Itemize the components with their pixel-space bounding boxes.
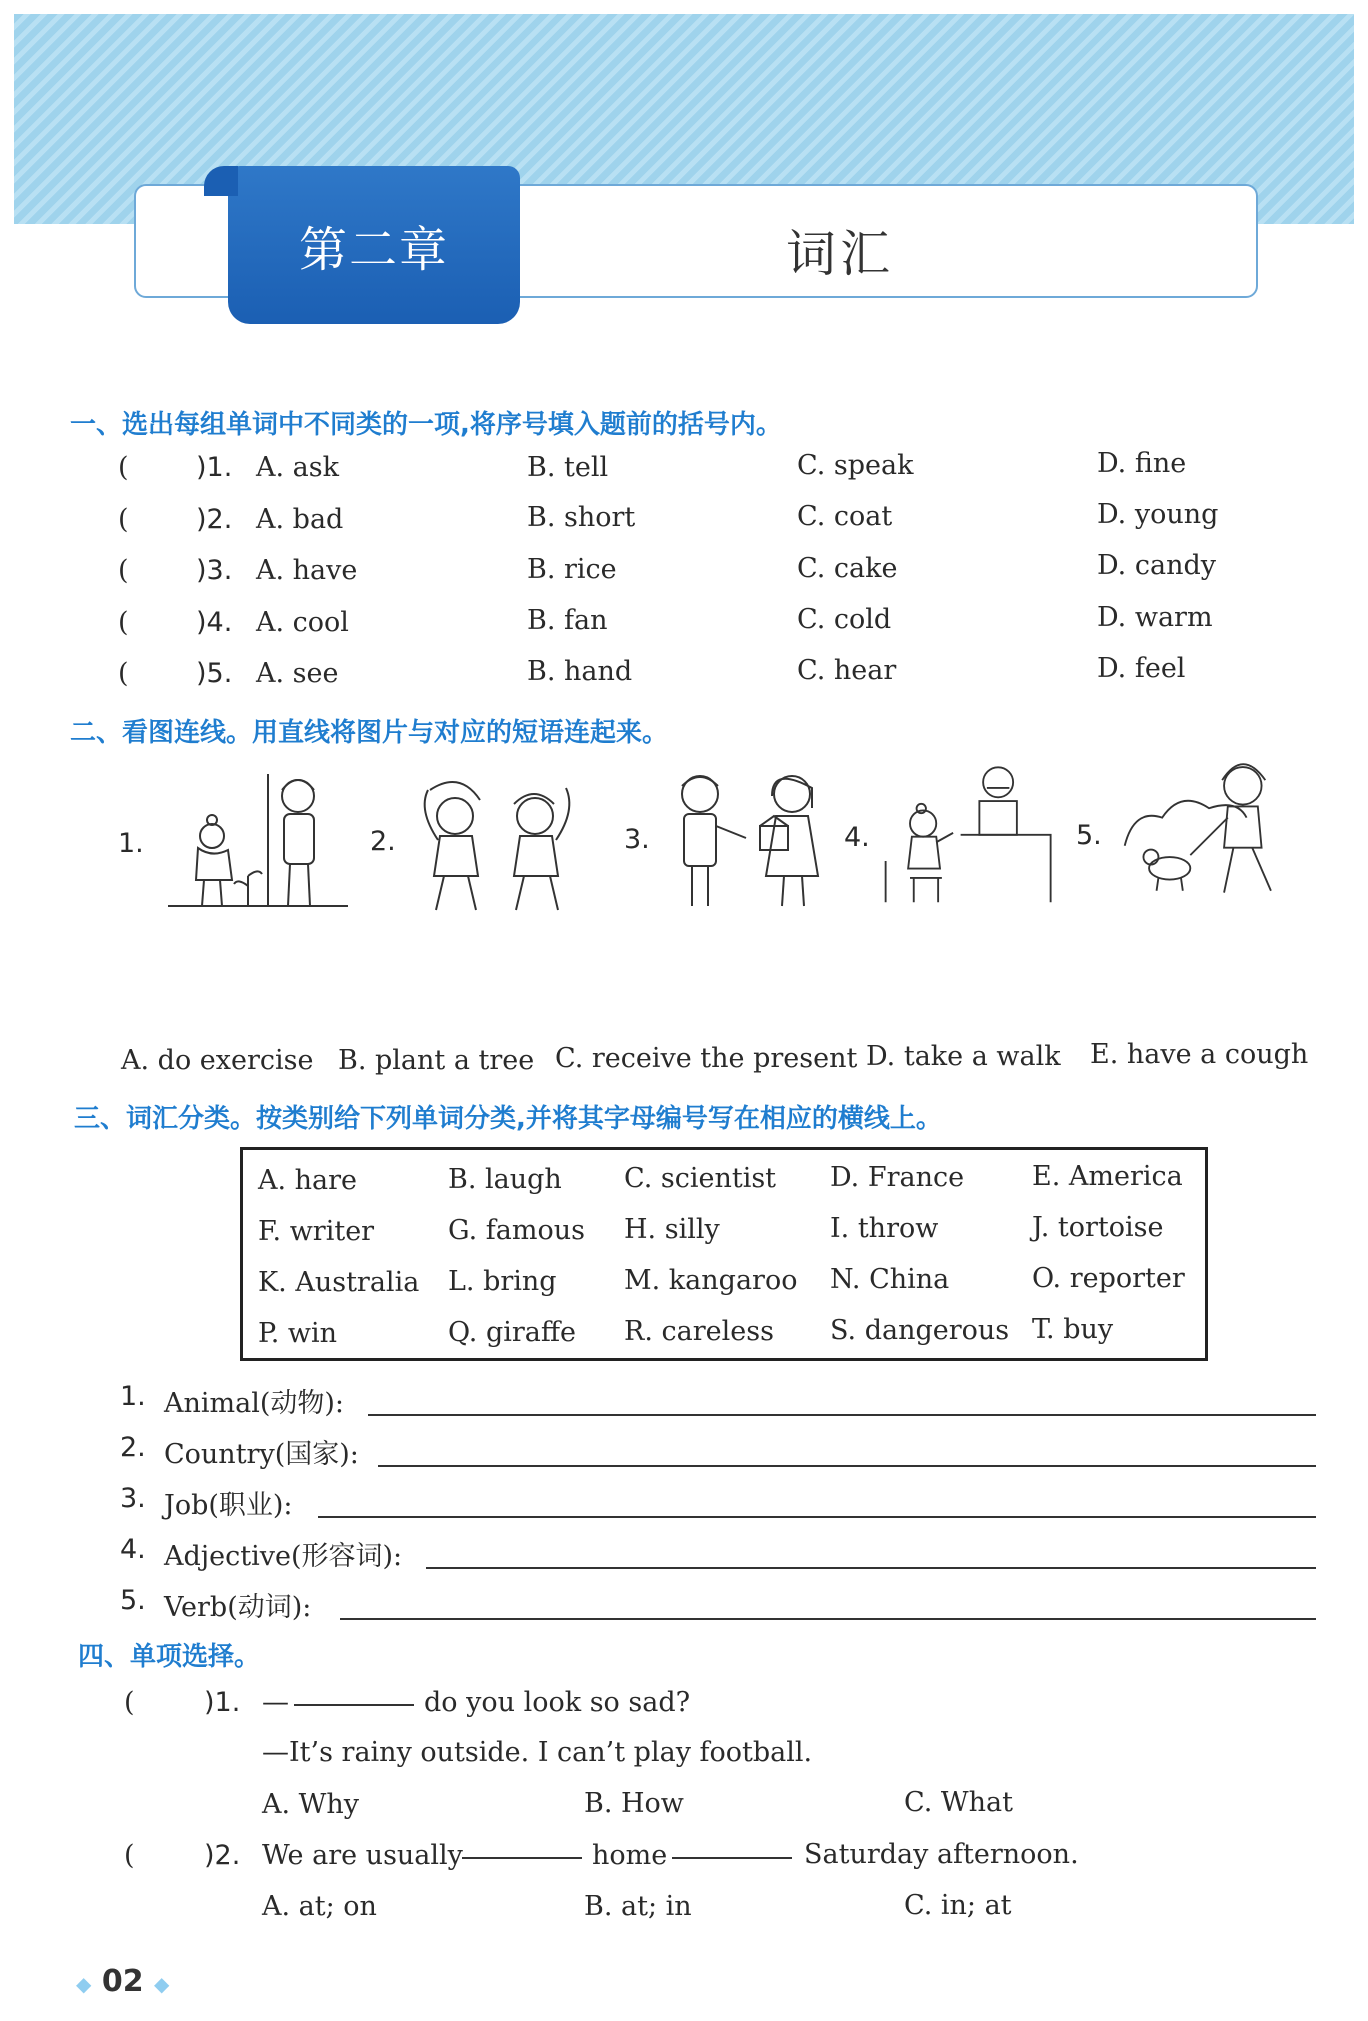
question-number: )2.: [204, 1840, 241, 1871]
question-number: )1.: [204, 1687, 241, 1718]
answer-line[interactable]: [340, 1618, 1316, 1620]
option-a: A. at; on: [262, 1891, 377, 1922]
word-item: C. scientist: [624, 1163, 777, 1194]
word-item: T. buy: [1032, 1314, 1114, 1345]
option-b: B. fan: [527, 605, 608, 636]
plant-tree-picture: [168, 766, 348, 916]
option-a: A. have: [256, 555, 358, 586]
word-item: J. tortoise: [1032, 1212, 1164, 1243]
picture-number: 4.: [844, 822, 870, 853]
option-b: B. rice: [527, 554, 617, 585]
category-label: Job(职业):: [164, 1490, 293, 1521]
do-exercise-picture: [410, 770, 590, 920]
section1-heading: 一、选出每组单词中不同类的一项,将序号填入题前的括号内。: [70, 410, 782, 440]
answer-line[interactable]: [318, 1516, 1316, 1518]
option-c: C. coat: [797, 501, 893, 532]
category-number: 2.: [120, 1432, 146, 1463]
category-number: 3.: [120, 1483, 146, 1514]
answer-paren[interactable]: (: [124, 1840, 135, 1871]
option-d: D. feel: [1097, 653, 1186, 684]
question-number: )3.: [196, 555, 233, 586]
question-text: home: [592, 1840, 668, 1871]
option-b: B. hand: [527, 656, 633, 687]
category-number: 1.: [120, 1381, 146, 1412]
dialog-dash: —: [262, 1687, 289, 1718]
page-number: ◆ 02 ◆: [76, 1964, 170, 1999]
word-item: N. China: [830, 1264, 950, 1295]
word-item: A. hare: [258, 1165, 358, 1196]
word-item: G. famous: [448, 1215, 585, 1246]
option-a: A. Why: [262, 1789, 360, 1820]
picture-number: 1.: [118, 828, 144, 859]
option-c: C. cake: [797, 553, 898, 584]
answer-paren[interactable]: (: [118, 452, 129, 483]
option-c: C. cold: [797, 604, 892, 635]
diamond-icon: ◆: [76, 1972, 92, 1996]
chapter-label: 第二章: [228, 166, 520, 324]
answer-line[interactable]: [368, 1414, 1316, 1416]
receive-present-picture: [660, 766, 840, 916]
question-text: Saturday afternoon.: [804, 1839, 1079, 1870]
word-item: B. laugh: [448, 1164, 562, 1195]
option-d: D. candy: [1097, 550, 1216, 581]
option-b: B. at; in: [584, 1891, 692, 1922]
answer-line[interactable]: [426, 1567, 1316, 1569]
take-walk-picture: [1120, 752, 1300, 902]
category-label: Country(国家):: [164, 1439, 359, 1470]
word-item: O. reporter: [1032, 1263, 1185, 1294]
question-text: do you look so sad?: [424, 1687, 691, 1718]
phrase-option: D. take a walk: [866, 1041, 1061, 1072]
category-number: 4.: [120, 1534, 146, 1565]
option-c: C. hear: [797, 655, 897, 686]
option-b: B. How: [584, 1788, 684, 1819]
answer-paren[interactable]: (: [118, 504, 129, 535]
have-cough-picture: [880, 756, 1060, 906]
option-c: C. speak: [797, 450, 914, 481]
question-number: )5.: [196, 658, 233, 689]
word-item: D. France: [830, 1162, 965, 1193]
option-a: A. cool: [256, 607, 349, 638]
picture-number: 2.: [370, 826, 396, 857]
answer-line[interactable]: [378, 1465, 1316, 1467]
answer-paren[interactable]: (: [118, 607, 129, 638]
word-item: K. Australia: [258, 1267, 420, 1298]
category-label: Adjective(形容词):: [164, 1541, 403, 1572]
phrase-option: A. do exercise: [121, 1045, 314, 1076]
fill-blank[interactable]: [672, 1857, 792, 1859]
word-item: I. throw: [830, 1213, 939, 1244]
word-item: S. dangerous: [830, 1315, 1010, 1346]
word-item: Q. giraffe: [448, 1317, 577, 1348]
word-item: P. win: [258, 1318, 337, 1349]
option-c: C. in; at: [904, 1890, 1012, 1921]
question-number: )4.: [196, 607, 233, 638]
option-c: C. What: [904, 1787, 1013, 1818]
option-d: D. warm: [1097, 602, 1213, 633]
dialog-answer: —It’s rainy outside. I can’t play football.: [262, 1737, 813, 1768]
option-b: B. tell: [527, 452, 609, 483]
option-a: A. ask: [256, 452, 339, 483]
section2-heading: 二、看图连线。用直线将图片与对应的短语连起来。: [70, 718, 669, 748]
word-item: R. careless: [624, 1316, 774, 1347]
word-item: L. bring: [448, 1266, 557, 1297]
phrase-option: B. plant a tree: [338, 1045, 535, 1076]
phrase-option: E. have a cough: [1090, 1039, 1309, 1070]
section3-heading: 三、词汇分类。按类别给下列单词分类,并将其字母编号写在相应的横线上。: [74, 1104, 942, 1134]
phrase-option: C. receive the present: [555, 1043, 858, 1074]
question-text: We are usually: [262, 1840, 463, 1871]
section4-heading: 四、单项选择。: [78, 1642, 261, 1672]
option-b: B. short: [527, 502, 636, 533]
answer-paren[interactable]: (: [118, 658, 129, 689]
answer-paren[interactable]: (: [124, 1687, 135, 1718]
option-d: D. young: [1097, 499, 1219, 530]
category-label: Verb(动词):: [164, 1592, 312, 1623]
word-item: E. America: [1032, 1161, 1183, 1192]
option-d: D. fine: [1097, 448, 1187, 479]
word-item: H. silly: [624, 1214, 720, 1245]
question-number: )1.: [196, 452, 233, 483]
category-number: 5.: [120, 1585, 146, 1616]
word-item: M. kangaroo: [624, 1265, 798, 1296]
picture-number: 3.: [624, 824, 650, 855]
option-a: A. see: [256, 658, 339, 689]
fill-blank[interactable]: [294, 1704, 414, 1706]
question-number: )2.: [196, 504, 233, 535]
category-label: Animal(动物):: [164, 1388, 345, 1419]
answer-paren[interactable]: (: [118, 555, 129, 586]
option-a: A. bad: [256, 504, 344, 535]
word-item: F. writer: [258, 1216, 375, 1247]
fill-blank[interactable]: [462, 1857, 582, 1859]
diamond-icon: ◆: [154, 1972, 170, 1996]
chapter-title: 词汇: [786, 225, 894, 283]
picture-number: 5.: [1076, 820, 1102, 851]
